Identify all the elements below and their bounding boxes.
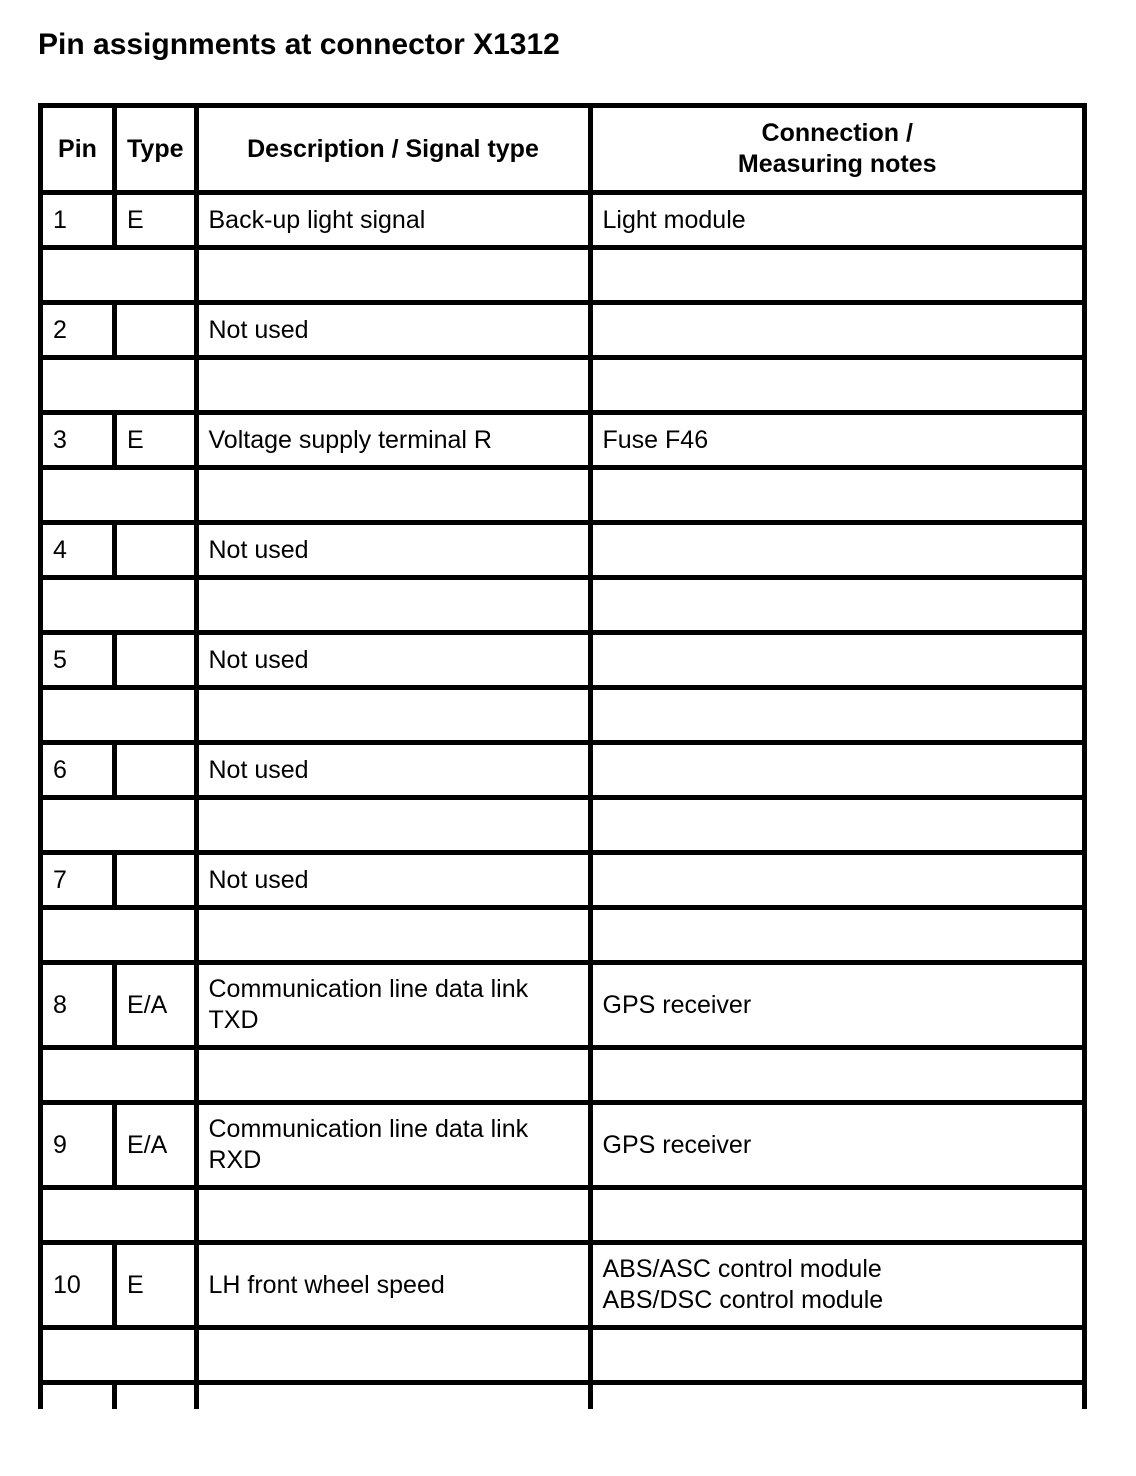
type-cell <box>115 743 197 798</box>
header-connection <box>590 106 1085 193</box>
type-cell <box>115 963 197 1048</box>
spacer-cell <box>590 578 1085 633</box>
description-cell-text: Not used <box>208 865 309 894</box>
spacer-cell <box>196 578 590 633</box>
header-description: Description / Signal type <box>196 106 590 193</box>
continued-cell <box>590 1383 1085 1410</box>
pin-cell-text: 6 <box>53 755 67 784</box>
spacer-row <box>41 468 1085 523</box>
table-row <box>41 743 1085 798</box>
table-row <box>41 633 1085 688</box>
type-cell-text: E/A <box>127 990 168 1019</box>
spacer-cell <box>590 1328 1085 1383</box>
connection-cell <box>590 963 1085 1048</box>
spacer-row <box>41 358 1085 413</box>
description-cell <box>196 303 590 358</box>
spacer-row <box>41 1048 1085 1103</box>
spacer-cell <box>41 1328 197 1383</box>
description-cell <box>196 523 590 578</box>
connection-cell <box>590 413 1085 468</box>
header-type: Type <box>115 106 197 193</box>
spacer-cell <box>590 468 1085 523</box>
pin-cell-text: 2 <box>53 315 67 344</box>
connection-cell-text: GPS receiver <box>602 990 752 1019</box>
table-row <box>41 303 1085 358</box>
spacer-cell <box>196 908 590 963</box>
continued-cell <box>196 1383 590 1410</box>
connection-cell <box>590 193 1085 248</box>
spacer-cell <box>41 1048 197 1103</box>
spacer-row <box>41 1328 1085 1383</box>
connection-cell-text: Fuse F46 <box>602 425 709 454</box>
connection-cell <box>590 1103 1085 1188</box>
spacer-cell <box>41 248 197 303</box>
description-cell <box>196 1243 590 1328</box>
spacer-row <box>41 688 1085 743</box>
description-cell-text: Voltage supply terminal R <box>208 425 492 454</box>
pin-cell <box>41 963 115 1048</box>
pin-cell <box>41 303 115 358</box>
pin-cell <box>41 193 115 248</box>
spacer-cell <box>196 1188 590 1243</box>
table-row <box>41 413 1085 468</box>
table-body <box>41 193 1085 1410</box>
table-row <box>41 1103 1085 1188</box>
connection-cell-text: Light module <box>602 205 746 234</box>
type-cell <box>115 523 197 578</box>
description-cell <box>196 633 590 688</box>
spacer-cell <box>41 908 197 963</box>
connection-cell <box>590 853 1085 908</box>
connection-cell <box>590 1243 1085 1328</box>
spacer-cell <box>41 688 197 743</box>
spacer-cell <box>590 358 1085 413</box>
type-cell <box>115 413 197 468</box>
description-cell-text: Communication line data link <box>208 975 529 1003</box>
pin-cell <box>41 853 115 908</box>
description-cell-text: Not used <box>208 645 309 674</box>
spacer-cell <box>196 358 590 413</box>
description-cell-text: Communication line data link <box>208 1115 529 1143</box>
type-cell <box>115 1103 197 1188</box>
pin-cell-text: 4 <box>53 535 67 564</box>
pin-cell <box>41 523 115 578</box>
header-pin: Pin <box>41 106 115 193</box>
pin-cell-text: 1 <box>53 205 67 234</box>
connection-cell-text: ABS/DSC control module <box>602 1286 884 1314</box>
spacer-cell <box>196 248 590 303</box>
type-cell <box>115 633 197 688</box>
table-row <box>41 523 1085 578</box>
description-cell-text: TXD <box>208 1006 259 1034</box>
spacer-cell <box>590 1188 1085 1243</box>
table-row <box>41 963 1085 1048</box>
continued-cell <box>115 1383 197 1410</box>
description-cell <box>196 193 590 248</box>
pin-cell <box>41 413 115 468</box>
pin-cell-text: 3 <box>53 425 67 454</box>
spacer-cell <box>41 468 197 523</box>
connection-cell <box>590 633 1085 688</box>
pin-cell <box>41 1103 115 1188</box>
description-cell-text: Back-up light signal <box>208 205 426 234</box>
spacer-cell <box>590 688 1085 743</box>
continued-row <box>41 1383 1085 1410</box>
type-cell <box>115 193 197 248</box>
description-cell-text: LH front wheel speed <box>208 1270 445 1299</box>
table-row <box>41 853 1085 908</box>
spacer-cell <box>590 908 1085 963</box>
header-connection-line1: Connection / <box>761 119 913 147</box>
description-cell <box>196 413 590 468</box>
connection-cell <box>590 523 1085 578</box>
description-cell <box>196 853 590 908</box>
spacer-cell <box>41 1188 197 1243</box>
spacer-cell <box>590 798 1085 853</box>
spacer-row <box>41 1188 1085 1243</box>
table-row <box>41 193 1085 248</box>
spacer-cell <box>41 578 197 633</box>
pin-cell <box>41 633 115 688</box>
type-cell-text: E <box>127 425 144 454</box>
pin-cell-text: 8 <box>53 990 67 1019</box>
description-cell <box>196 963 590 1048</box>
spacer-row <box>41 578 1085 633</box>
description-cell-text: Not used <box>208 755 309 784</box>
header-connection-line2: Measuring notes <box>737 150 937 178</box>
pin-cell-text: 7 <box>53 865 67 894</box>
connection-cell <box>590 303 1085 358</box>
description-cell <box>196 1103 590 1188</box>
connection-cell-text: GPS receiver <box>602 1130 752 1159</box>
pin-cell <box>41 1243 115 1328</box>
description-cell-text: RXD <box>208 1146 262 1174</box>
pin-assignment-table <box>38 103 1087 1409</box>
type-cell-text: E <box>127 1270 144 1299</box>
spacer-row <box>41 248 1085 303</box>
spacer-cell <box>590 248 1085 303</box>
spacer-cell <box>196 688 590 743</box>
description-cell <box>196 743 590 798</box>
spacer-cell <box>196 468 590 523</box>
table-header-row <box>41 106 1085 193</box>
spacer-row <box>41 908 1085 963</box>
type-cell <box>115 1243 197 1328</box>
spacer-cell <box>590 1048 1085 1103</box>
pin-cell-text: 9 <box>53 1130 67 1159</box>
table-row <box>41 1243 1085 1328</box>
pin-cell-text: 10 <box>53 1270 81 1299</box>
spacer-cell <box>41 358 197 413</box>
connection-cell <box>590 743 1085 798</box>
spacer-cell <box>196 1328 590 1383</box>
connection-cell-text: ABS/ASC control module <box>602 1255 882 1283</box>
spacer-cell <box>196 798 590 853</box>
type-cell-text: E <box>127 205 144 234</box>
type-cell-text: E/A <box>127 1130 168 1159</box>
type-cell <box>115 303 197 358</box>
pin-cell <box>41 743 115 798</box>
type-cell <box>115 853 197 908</box>
spacer-row <box>41 798 1085 853</box>
page-title: Pin assignments at connector X1312 <box>38 28 560 61</box>
continued-cell <box>41 1383 115 1410</box>
spacer-cell <box>196 1048 590 1103</box>
pin-cell-text: 5 <box>53 645 67 674</box>
spacer-cell <box>41 798 197 853</box>
description-cell-text: Not used <box>208 535 309 564</box>
description-cell-text: Not used <box>208 315 309 344</box>
